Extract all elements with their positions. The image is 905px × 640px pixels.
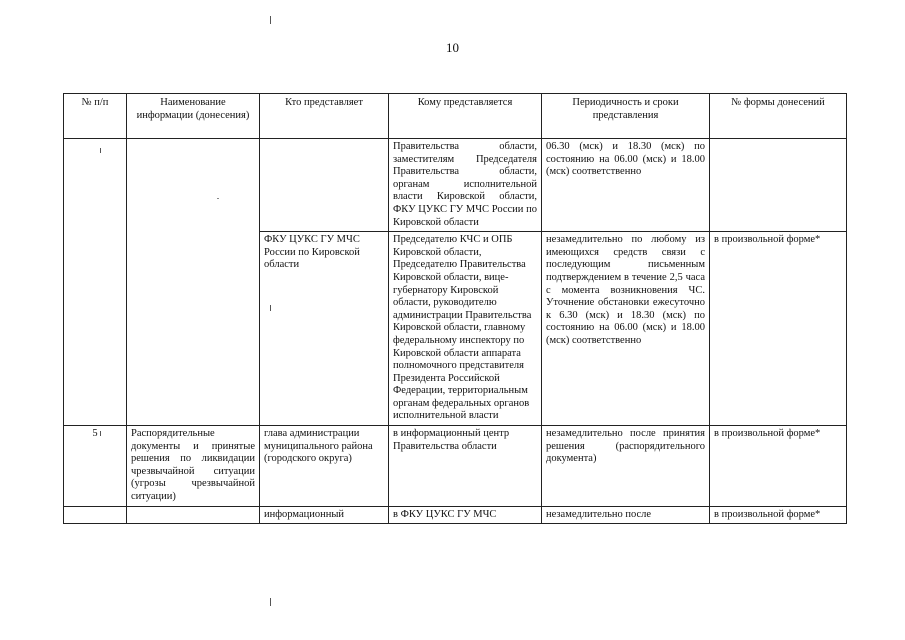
cell-who: ФКУ ЦУКС ГУ МЧС России по Кировской области bbox=[260, 232, 389, 426]
table-header-row bbox=[64, 94, 847, 139]
cell-period: незамедлительно по любому из имеющихся средств связи с последующим письменным подтверждением в течение 2,5 часа с момента возникновения ЧС. Уточнение обстановки ежесуточно к 6.30 (мск) и 18.30 (мск) по состоянию на 06.00 (мск) и 18.00 (мск) соответственно bbox=[542, 232, 710, 426]
scan-mark bbox=[270, 16, 271, 24]
header-name: Наименование информации (донесения) bbox=[127, 94, 260, 139]
cell-to-whom: Председателю КЧС и ОПБ Кировской области, Председателю Правительства Кировской области, вице-губернатору Кировской области, руководителю администрации Правительства Кировской области, главному федеральному инспектору по Кировской области аппарата полномочного представителя Президента Российской Федерации, территориальным органам федеральных органов исполнительной власти bbox=[389, 232, 542, 426]
scan-mark bbox=[270, 598, 271, 606]
cell-num bbox=[64, 139, 127, 426]
cell-name: Распорядительные документы и принятые решения по ликвидации чрезвычайной ситуации (угрозы чрезвычайной ситуации) bbox=[127, 426, 260, 507]
header-period: Периодичность и сроки представления bbox=[542, 94, 710, 139]
header-form: № формы донесений bbox=[710, 94, 847, 139]
cell-name bbox=[127, 139, 260, 426]
header-to-whom: Кому представляется bbox=[389, 94, 542, 139]
cell-form bbox=[710, 139, 847, 232]
cell-who: глава администрации муниципального района (городского округа) bbox=[260, 426, 389, 507]
table-row bbox=[64, 426, 847, 507]
cell-period: 06.30 (мск) и 18.30 (мск) по состоянию на 06.00 (мск) и 18.00 (мск) соответственно bbox=[542, 139, 710, 232]
page-number: 10 bbox=[446, 40, 459, 55]
cell-num: 5 bbox=[64, 426, 127, 507]
cell-period: незамедлительно после принятия решения (распорядительного документа) bbox=[542, 426, 710, 507]
header-who: Кто представляет bbox=[260, 94, 389, 139]
cell-name bbox=[127, 506, 260, 524]
cell-period: незамедлительно после bbox=[542, 506, 710, 524]
cell-who bbox=[260, 139, 389, 232]
cell-form: в произвольной форме* bbox=[710, 426, 847, 507]
cell-to-whom: Правительства области, заместителям Председателя Правительства области, органам исполнительной власти Кировской области, ФКУ ЦУКС ГУ МЧС России по Кировской области bbox=[389, 139, 542, 232]
cell-who: информационный bbox=[260, 506, 389, 524]
cell-to-whom: в ФКУ ЦУКС ГУ МЧС bbox=[389, 506, 542, 524]
cell-form: в произвольной форме* bbox=[710, 506, 847, 524]
header-num: № п/п bbox=[64, 94, 127, 139]
cell-form: в произвольной форме* bbox=[710, 232, 847, 426]
cell-num bbox=[64, 506, 127, 524]
cell-to-whom: в информационный центр Правительства области bbox=[389, 426, 542, 507]
table-row bbox=[64, 506, 847, 524]
table-row bbox=[64, 139, 847, 232]
reporting-table bbox=[63, 93, 847, 524]
